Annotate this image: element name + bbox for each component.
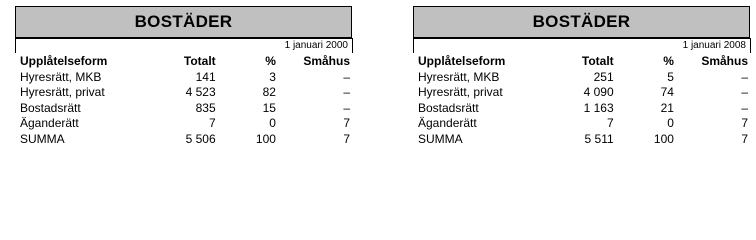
header-small: Småhus [701,54,748,69]
table-date: 1 januari 2000 [284,40,348,51]
table-row [20,70,350,86]
header-total: Totalt [183,54,216,69]
table-row [418,70,748,86]
cell-total: 5 506 [185,131,216,146]
cell-total: 4 523 [185,85,216,100]
cell-form: SUMMA [20,131,65,146]
cell-total: 1 163 [583,100,614,115]
cell-small: – [741,69,748,84]
cell-small: – [741,85,748,100]
cell-total: 251 [593,69,614,84]
header-form: Upplåtelseform [418,54,506,69]
cell-form: Äganderätt [418,116,477,131]
cell-pct: 21 [660,100,674,115]
cell-form: Bostadsrätt [20,100,81,115]
cell-pct: 0 [269,116,276,131]
cell-pct: 100 [255,131,276,146]
cell-pct: 3 [269,69,276,84]
cell-small: 7 [741,131,748,146]
cell-small: – [741,100,748,115]
cell-pct: 0 [667,116,674,131]
table-title: BOSTÄDER [134,12,233,31]
cell-form: Hyresrätt, privat [418,85,503,100]
table-date: 1 januari 2008 [682,40,746,51]
cell-small: 7 [343,116,350,131]
cell-total: 7 [208,116,216,131]
cell-total: 5 511 [584,131,614,146]
cell-pct: 100 [653,131,674,146]
cell-form: SUMMA [418,131,463,146]
date-box [15,38,353,53]
cell-form: Hyresrätt, MKB [418,69,500,84]
cell-small: – [343,85,350,100]
header-pct: % [663,54,674,69]
cell-total: 4 090 [583,85,614,100]
table-row [20,116,350,132]
cell-total: 7 [606,116,614,131]
table-row [20,85,350,101]
data-table [418,54,748,147]
header-small: Småhus [303,54,350,69]
header-pct: % [265,54,276,69]
title-box [15,6,352,38]
title-box [413,6,750,38]
date-box [413,38,751,53]
cell-pct: 82 [262,85,276,100]
cell-pct: 5 [667,69,674,84]
cell-form: Bostadsrätt [418,100,479,115]
housing-table-2008 [413,6,750,166]
header-row [418,54,748,70]
cell-total: 835 [195,100,216,115]
header-total: Totalt [581,54,614,69]
cell-form: Hyresrätt, privat [20,85,105,100]
cell-total: 141 [195,69,216,84]
header-row [20,54,350,70]
table-title: BOSTÄDER [532,12,631,31]
table-row [418,101,748,117]
table-row [20,101,350,117]
cell-small: – [343,69,350,84]
table-row [418,85,748,101]
table-row [418,116,748,132]
data-table [20,54,350,147]
cell-form: Äganderätt [20,116,79,131]
cell-pct: 15 [262,100,276,115]
cell-form: Hyresrätt, MKB [20,69,102,84]
housing-table-2000 [15,6,352,166]
cell-small: – [343,100,350,115]
header-form: Upplåtelseform [20,54,108,69]
cell-pct: 74 [660,85,674,100]
cell-small: 7 [343,131,350,146]
summary-row [20,132,350,148]
summary-row [418,132,748,148]
cell-small: 7 [741,116,748,131]
